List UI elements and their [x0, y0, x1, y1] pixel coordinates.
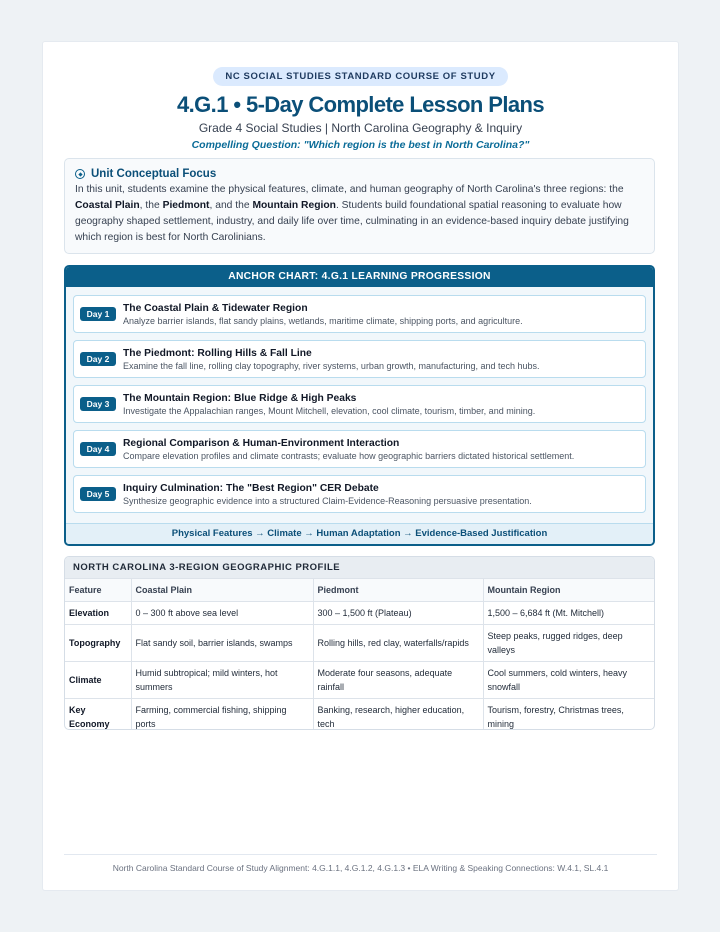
day-card	[73, 430, 646, 468]
table-cell: Steep peaks, rugged ridges, deep valleys	[483, 625, 654, 662]
table-cell: Moderate four seasons, adequate rainfall	[313, 662, 483, 699]
day-title: The Coastal Plain & Tidewater Region	[123, 302, 308, 314]
page-header	[43, 42, 678, 151]
table-cell: Farming, commercial fishing, shipping ports	[131, 699, 313, 731]
day-card	[73, 340, 646, 378]
page-title: 4.G.1 • 5-Day Complete Lesson Plans	[177, 92, 544, 117]
day-description: Investigate the Appalachian ranges, Mount Mitchell, elevation, cool climate, tourism, timber, and mining.	[123, 405, 536, 416]
focus-coastal-plain: Coastal Plain	[75, 200, 140, 211]
table-row	[65, 699, 654, 731]
day-description: Compare elevation profiles and climate contrasts; evaluate how geographic barriers dictated historical settlement.	[123, 450, 575, 461]
day-title: The Piedmont: Rolling Hills & Fall Line	[123, 347, 312, 359]
focus-text-part: , and the	[209, 200, 253, 211]
table-row	[65, 662, 654, 699]
day-card	[73, 475, 646, 513]
row-header: Elevation	[65, 602, 131, 625]
table-cell: Flat sandy soil, barrier islands, swamps	[131, 625, 313, 662]
day-card	[73, 295, 646, 333]
day-badge: Day 2	[80, 352, 116, 366]
unit-focus-title: Unit Conceptual Focus	[91, 168, 217, 180]
focus-mountain-region: Mountain Region	[252, 200, 336, 211]
focus-text-part: In this unit, students examine the physical features, climate, and human geography of North Carolina's three regions: the	[75, 184, 624, 195]
unit-focus-box	[64, 158, 655, 254]
focus-text-part: , the	[139, 200, 163, 211]
day-description: Analyze barrier islands, flat sandy plains, wetlands, maritime climate, shipping ports, and agriculture.	[123, 315, 523, 326]
column-header: Piedmont	[313, 579, 483, 602]
unit-focus-header	[75, 168, 644, 180]
table-row	[65, 625, 654, 662]
day-title: The Mountain Region: Blue Ridge & High Peaks	[123, 392, 357, 404]
day-description: Synthesize geographic evidence into a structured Claim-Evidence-Reasoning persuasive presentation.	[123, 495, 532, 506]
learning-progression-footer: Physical Features → Climate → Human Adaptation → Evidence-Based Justification	[66, 523, 653, 544]
day-card	[73, 385, 646, 423]
region-profile-table-box	[64, 556, 655, 730]
day-title: Regional Comparison & Human-Environment Interaction	[123, 437, 400, 449]
table-row	[65, 602, 654, 625]
day-description: Examine the fall line, rolling clay topography, river systems, urban growth, manufacturing, and tech hubs.	[123, 360, 540, 371]
region-profile-table	[65, 578, 654, 730]
table-cell: 1,500 – 6,684 ft (Mt. Mitchell)	[483, 602, 654, 625]
table-cell: Tourism, forestry, Christmas trees, mining	[483, 699, 654, 731]
day-title: Inquiry Culmination: The "Best Region" CER Debate	[123, 482, 379, 494]
day-list	[66, 287, 653, 513]
page-subtitle: Grade 4 Social Studies | North Carolina Geography & Inquiry	[198, 121, 523, 135]
standard-pill: NC SOCIAL STUDIES STANDARD COURSE OF STUDY	[213, 67, 507, 86]
row-header: Climate	[65, 662, 131, 699]
region-profile-title: NORTH CAROLINA 3-REGION GEOGRAPHIC PROFILE	[65, 557, 654, 578]
day-badge: Day 1	[80, 307, 116, 321]
column-header: Mountain Region	[483, 579, 654, 602]
row-header: Topography	[65, 625, 131, 662]
compelling-question: Compelling Question: "Which region is the best in North Carolina?"	[191, 139, 530, 151]
anchor-chart	[64, 265, 655, 546]
lesson-plan-page	[43, 42, 678, 890]
alignment-footer: North Carolina Standard Course of Study Alignment: 4.G.1.1, 4.G.1.2, 4.G.1.3 • ELA Writing & Speaking Connections: W.4.1, SL.4.1	[64, 854, 657, 873]
table-cell: Banking, research, higher education, tech	[313, 699, 483, 731]
compass-icon	[75, 169, 85, 179]
table-cell: 300 – 1,500 ft (Plateau)	[313, 602, 483, 625]
table-cell: Cool summers, cold winters, heavy snowfall	[483, 662, 654, 699]
focus-piedmont: Piedmont	[162, 200, 210, 211]
unit-focus-text	[75, 182, 644, 246]
anchor-chart-title: ANCHOR CHART: 4.G.1 LEARNING PROGRESSION	[66, 267, 653, 287]
day-badge: Day 3	[80, 397, 116, 411]
table-header-row	[65, 579, 654, 602]
day-badge: Day 4	[80, 442, 116, 456]
focus-text-part: . Students build foundational spatial reasoning to evaluate how geography shaped settlement, industry, and daily life over time, culminating in an evidence-based inquiry debate justifying which region is best for North Carolinians.	[75, 200, 629, 243]
column-header: Feature	[65, 579, 131, 602]
day-badge: Day 5	[80, 487, 116, 501]
column-header: Coastal Plain	[131, 579, 313, 602]
row-header: Key Economy	[65, 699, 131, 731]
table-cell: Rolling hills, red clay, waterfalls/rapids	[313, 625, 483, 662]
table-cell: 0 – 300 ft above sea level	[131, 602, 313, 625]
table-cell: Humid subtropical; mild winters, hot summers	[131, 662, 313, 699]
